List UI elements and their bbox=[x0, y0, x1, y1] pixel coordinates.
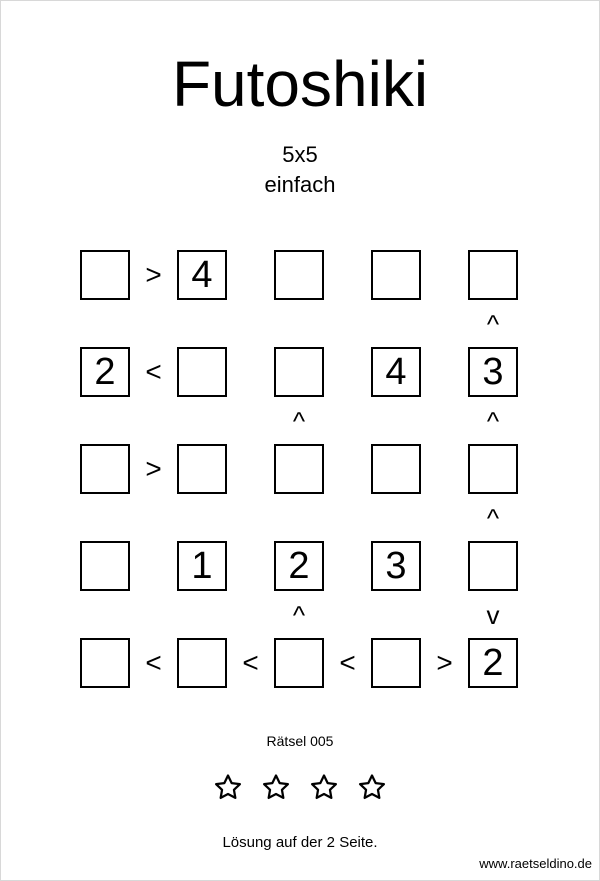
difficulty-rating bbox=[0, 773, 600, 803]
puzzle-title: Futoshiki bbox=[171, 48, 429, 120]
caret-up-sign: ^ bbox=[292, 599, 306, 630]
less-than-sign: < bbox=[145, 647, 162, 678]
difficulty-label: einfach bbox=[264, 172, 336, 197]
caret-up-sign: ^ bbox=[486, 405, 500, 436]
empty-cell[interactable] bbox=[274, 444, 324, 494]
empty-cell[interactable] bbox=[274, 347, 324, 397]
puzzle-number: Rätsel 005 bbox=[266, 733, 334, 749]
given-cell: 2 bbox=[468, 638, 518, 688]
empty-cell[interactable] bbox=[177, 444, 227, 494]
given-cell: 3 bbox=[468, 347, 518, 397]
solution-note: Lösung auf der 2 Seite. bbox=[222, 834, 378, 851]
empty-cell[interactable] bbox=[80, 638, 130, 688]
caret-up-sign: ^ bbox=[486, 502, 500, 533]
less-than-sign: < bbox=[145, 356, 162, 387]
greater-than-sign: > bbox=[145, 259, 162, 290]
caret-up-sign: ^ bbox=[486, 308, 500, 339]
empty-cell[interactable] bbox=[80, 444, 130, 494]
star-icon bbox=[261, 773, 291, 803]
less-than-sign: < bbox=[339, 647, 356, 678]
given-cell: 4 bbox=[177, 250, 227, 300]
given-cell: 3 bbox=[371, 541, 421, 591]
star-icon bbox=[309, 773, 339, 803]
empty-cell[interactable] bbox=[80, 250, 130, 300]
empty-cell[interactable] bbox=[80, 541, 130, 591]
empty-cell[interactable] bbox=[371, 444, 421, 494]
empty-cell[interactable] bbox=[371, 638, 421, 688]
empty-cell[interactable] bbox=[371, 250, 421, 300]
given-cell: 1 bbox=[177, 541, 227, 591]
empty-cell[interactable] bbox=[468, 444, 518, 494]
less-than-sign: < bbox=[242, 647, 259, 678]
given-cell: 4 bbox=[371, 347, 421, 397]
empty-cell[interactable] bbox=[177, 638, 227, 688]
empty-cell[interactable] bbox=[274, 638, 324, 688]
star-icon bbox=[213, 773, 243, 803]
grid-size-label: 5x5 bbox=[282, 142, 318, 167]
empty-cell[interactable] bbox=[274, 250, 324, 300]
star-icon bbox=[357, 773, 387, 803]
caret-up-sign: ^ bbox=[292, 405, 306, 436]
empty-cell[interactable] bbox=[468, 250, 518, 300]
caret-down-sign: v bbox=[486, 599, 500, 630]
greater-than-sign: > bbox=[145, 453, 162, 484]
given-cell: 2 bbox=[274, 541, 324, 591]
greater-than-sign: > bbox=[436, 647, 453, 678]
website-link[interactable]: www.raetseldino.de bbox=[479, 856, 592, 871]
empty-cell[interactable] bbox=[468, 541, 518, 591]
empty-cell[interactable] bbox=[177, 347, 227, 397]
given-cell: 2 bbox=[80, 347, 130, 397]
